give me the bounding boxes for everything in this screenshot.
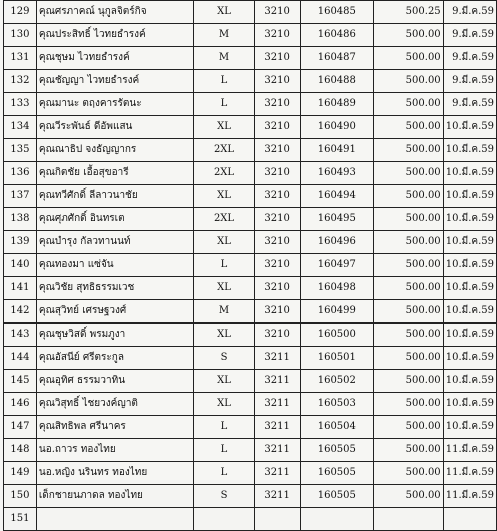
shirt-size-cell: M [194,47,255,70]
member-name-cell: คุณวีระพันธ์ ดีอัพแสน [36,116,193,139]
member-name-cell: คุณวิชัย สุทธิธรรมเวช [36,277,193,300]
amount-cell: 500.00 [374,231,444,254]
book-code-cell: 3210 [254,93,300,116]
book-code-cell: 3211 [254,347,300,370]
row-number-cell: 132 [4,70,37,93]
row-number-cell: 134 [4,116,37,139]
member-name-cell: คุณมานะ ตฤงคารรัตนะ [36,93,193,116]
payment-date-cell: 10.มี.ค.59 [443,139,496,162]
amount-cell [374,508,444,531]
table-row [4,485,497,508]
receipt-number-cell: 160490 [300,116,374,139]
row-number-cell: 137 [4,185,37,208]
row-number-cell: 129 [4,1,37,24]
member-name-cell: คุณณาธิป จงธัญญากร [36,139,193,162]
book-code-cell: 3210 [254,139,300,162]
row-number-cell: 142 [4,300,37,324]
shirt-size-cell: L [194,462,255,485]
payment-date-cell: 9.มี.ค.59 [443,93,496,116]
payment-date-cell: 10.มี.ค.59 [443,277,496,300]
book-code-cell: 3210 [254,323,300,347]
shirt-size-cell: XL [194,185,255,208]
payment-date-cell [443,508,496,531]
amount-cell: 500.00 [374,116,444,139]
table-row [4,277,497,300]
shirt-size-cell: L [194,70,255,93]
member-name-cell: คุณอุทิศ ธรรมวาทิน [36,370,193,393]
shirt-size-cell: 2XL [194,208,255,231]
shirt-size-cell: M [194,300,255,324]
book-code-cell: 3210 [254,162,300,185]
amount-cell: 500.00 [374,370,444,393]
amount-cell: 500.00 [374,139,444,162]
amount-cell: 500.25 [374,1,444,24]
member-name-cell: คุณทองมา แซ่จัน [36,254,193,277]
payment-date-cell: 11.มี.ค.59 [443,439,496,462]
amount-cell: 500.00 [374,462,444,485]
member-name-cell: นอ.หญิง นรินทร ทองไทย [36,462,193,485]
shirt-size-cell: M [194,24,255,47]
receipt-number-cell: 160495 [300,208,374,231]
table-row [4,508,497,531]
book-code-cell: 3211 [254,485,300,508]
book-code-cell: 3211 [254,416,300,439]
book-code-cell: 3210 [254,47,300,70]
amount-cell: 500.00 [374,93,444,116]
shirt-size-cell [194,508,255,531]
shirt-size-cell: L [194,416,255,439]
book-code-cell: 3210 [254,116,300,139]
table-row [4,300,497,324]
row-number-cell: 144 [4,347,37,370]
table-row [4,416,497,439]
payment-date-cell: 9.มี.ค.59 [443,70,496,93]
row-number-cell: 148 [4,439,37,462]
receipt-number-cell: 160497 [300,254,374,277]
receipt-number-cell: 160487 [300,47,374,70]
amount-cell: 500.00 [374,393,444,416]
payment-date-cell: 9.มี.ค.59 [443,47,496,70]
payment-date-cell: 10.มี.ค.59 [443,254,496,277]
row-number-cell: 147 [4,416,37,439]
book-code-cell: 3211 [254,439,300,462]
amount-cell: 500.00 [374,300,444,324]
member-name-cell: คุณชุษม ไวทยธำรงค์ [36,47,193,70]
shirt-size-cell: 2XL [194,139,255,162]
payment-date-cell: 10.มี.ค.59 [443,323,496,347]
receipt-number-cell: 160504 [300,416,374,439]
member-name-cell: คุณบำรุง กัลวทานนท์ [36,231,193,254]
table-row [4,393,497,416]
receipt-number-cell: 160500 [300,323,374,347]
row-number-cell: 139 [4,231,37,254]
registration-table [3,0,497,531]
book-code-cell: 3211 [254,393,300,416]
receipt-number-cell: 160486 [300,24,374,47]
payment-date-cell: 9.มี.ค.59 [443,1,496,24]
receipt-number-cell: 160503 [300,393,374,416]
receipt-number-cell: 160493 [300,162,374,185]
row-number-cell: 138 [4,208,37,231]
table-row [4,439,497,462]
shirt-size-cell: XL [194,323,255,347]
row-number-cell: 145 [4,370,37,393]
payment-date-cell: 10.มี.ค.59 [443,370,496,393]
shirt-size-cell: L [194,93,255,116]
payment-date-cell: 10.มี.ค.59 [443,162,496,185]
table-row [4,323,497,347]
row-number-cell: 133 [4,93,37,116]
row-number-cell: 135 [4,139,37,162]
shirt-size-cell: S [194,485,255,508]
receipt-number-cell: 160491 [300,139,374,162]
row-number-cell: 136 [4,162,37,185]
payment-date-cell: 10.มี.ค.59 [443,116,496,139]
table-row [4,185,497,208]
member-name-cell: คุณชัญญา ไวทยธำรงค์ [36,70,193,93]
row-number-cell: 131 [4,47,37,70]
member-name-cell: คุณวิสุทธิ์ ไชยวงค์ญาติ [36,393,193,416]
receipt-number-cell: 160505 [300,439,374,462]
payment-date-cell: 10.มี.ค.59 [443,208,496,231]
table-row [4,462,497,485]
table-row [4,47,497,70]
shirt-size-cell: 2XL [194,162,255,185]
row-number-cell: 146 [4,393,37,416]
shirt-size-cell: XL [194,231,255,254]
member-name-cell: คุณประสิทธิ์ ไวทยธำรงค์ [36,24,193,47]
table-row [4,24,497,47]
payment-date-cell: 11.มี.ค.59 [443,462,496,485]
row-number-cell: 151 [4,508,37,531]
book-code-cell: 3211 [254,462,300,485]
amount-cell: 500.00 [374,185,444,208]
amount-cell: 500.00 [374,47,444,70]
table-row [4,208,497,231]
row-number-cell: 150 [4,485,37,508]
payment-date-cell: 11.มี.ค.59 [443,485,496,508]
table-row [4,162,497,185]
shirt-size-cell: S [194,347,255,370]
payment-date-cell: 10.มี.ค.59 [443,347,496,370]
book-code-cell: 3210 [254,277,300,300]
amount-cell: 500.00 [374,254,444,277]
receipt-number-cell: 160501 [300,347,374,370]
receipt-number-cell: 160496 [300,231,374,254]
member-name-cell: คุณศรภาคณ์ นุกูลจิตร์กิจ [36,1,193,24]
book-code-cell: 3210 [254,1,300,24]
receipt-number-cell [300,508,374,531]
amount-cell: 500.00 [374,323,444,347]
table-row [4,347,497,370]
row-number-cell: 140 [4,254,37,277]
member-name-cell: คุณทวีศักดิ์ ลีลาวนาชัย [36,185,193,208]
receipt-number-cell: 160494 [300,185,374,208]
payment-date-cell: 10.มี.ค.59 [443,300,496,324]
book-code-cell: 3210 [254,208,300,231]
payment-date-cell: 10.มี.ค.59 [443,416,496,439]
member-name-cell: คุณชุษวิสดิ์ พรมภูงา [36,323,193,347]
book-code-cell: 3211 [254,370,300,393]
member-name-cell: เด็กชายนภาดล ทองไทย [36,485,193,508]
payment-date-cell: 10.มี.ค.59 [443,231,496,254]
row-number-cell: 141 [4,277,37,300]
member-name-cell [36,508,193,531]
table-row [4,254,497,277]
amount-cell: 500.00 [374,162,444,185]
book-code-cell [254,508,300,531]
amount-cell: 500.00 [374,277,444,300]
amount-cell: 500.00 [374,439,444,462]
receipt-number-cell: 160488 [300,70,374,93]
payment-date-cell: 10.มี.ค.59 [443,393,496,416]
amount-cell: 500.00 [374,24,444,47]
amount-cell: 500.00 [374,485,444,508]
table-row [4,116,497,139]
book-code-cell: 3210 [254,185,300,208]
book-code-cell: 3210 [254,231,300,254]
table-row [4,93,497,116]
member-name-cell: คุณกิตชัย เอื้อสุขอารี [36,162,193,185]
row-number-cell: 143 [4,323,37,347]
amount-cell: 500.00 [374,70,444,93]
receipt-number-cell: 160502 [300,370,374,393]
shirt-size-cell: XL [194,116,255,139]
book-code-cell: 3210 [254,254,300,277]
table-row [4,370,497,393]
member-name-cell: คุณสุวิทย์ เศรษฐวงศ์ [36,300,193,324]
row-number-cell: 130 [4,24,37,47]
table-row [4,139,497,162]
book-code-cell: 3210 [254,24,300,47]
member-name-cell: คุณศุภศักดิ์ อินทรเต [36,208,193,231]
receipt-number-cell: 160505 [300,485,374,508]
receipt-number-cell: 160498 [300,277,374,300]
member-name-cell: คุณสิทธิพล ศรีนาคร [36,416,193,439]
table-body [4,1,497,531]
member-name-cell: นอ.ถาวร ทองไทย [36,439,193,462]
shirt-size-cell: L [194,254,255,277]
amount-cell: 500.00 [374,347,444,370]
shirt-size-cell: XL [194,393,255,416]
table-row [4,70,497,93]
table-row [4,1,497,24]
shirt-size-cell: XL [194,370,255,393]
shirt-size-cell: XL [194,277,255,300]
receipt-number-cell: 160505 [300,462,374,485]
receipt-number-cell: 160485 [300,1,374,24]
member-name-cell: คุณอัสนีย์ ศรีตระกูล [36,347,193,370]
receipt-number-cell: 160489 [300,93,374,116]
book-code-cell: 3210 [254,70,300,93]
amount-cell: 500.00 [374,416,444,439]
book-code-cell: 3210 [254,300,300,324]
row-number-cell: 149 [4,462,37,485]
shirt-size-cell: L [194,439,255,462]
shirt-size-cell: XL [194,1,255,24]
amount-cell: 500.00 [374,208,444,231]
payment-date-cell: 10.มี.ค.59 [443,185,496,208]
payment-date-cell: 9.มี.ค.59 [443,24,496,47]
receipt-number-cell: 160499 [300,300,374,324]
table-row [4,231,497,254]
